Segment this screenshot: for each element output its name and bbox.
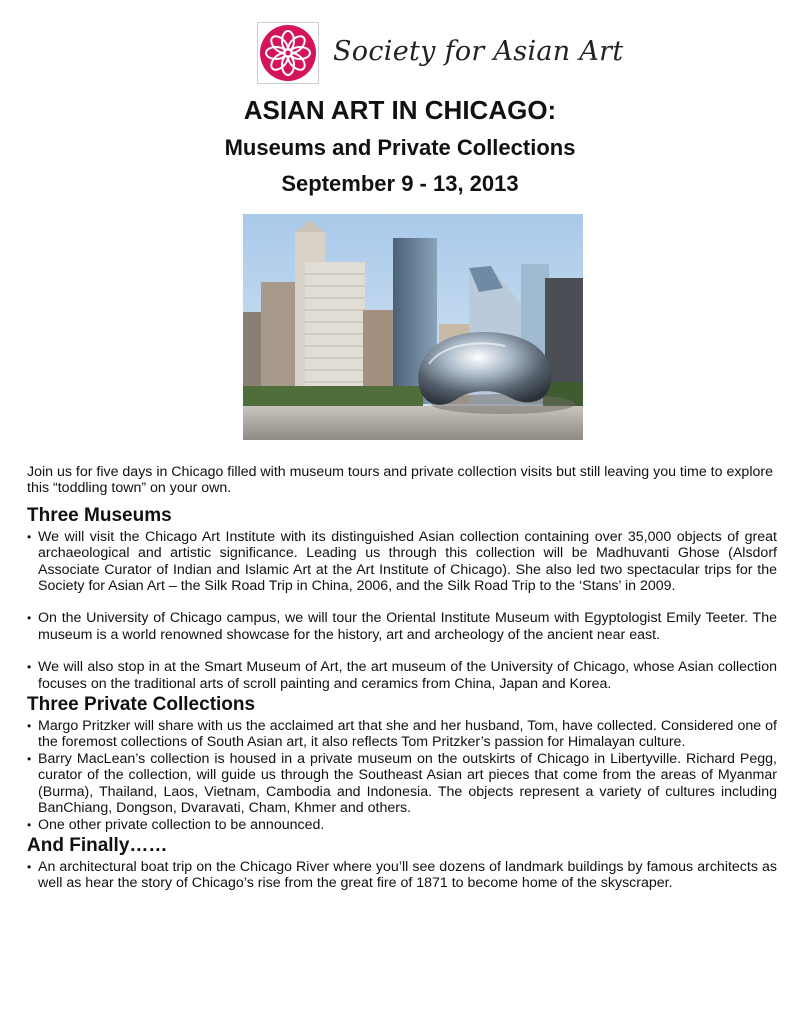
- intro-paragraph: Join us for five days in Chicago filled with museum tours and private collection visits but still leaving you time to explore this “toddling town” on your own.: [27, 464, 773, 497]
- lotus-flower-icon: [257, 22, 319, 84]
- logo-text: Society for Asian Art: [333, 36, 624, 67]
- section-heading-and-finally: And Finally……: [27, 834, 168, 856]
- private-collections-list: [27, 718, 777, 833]
- list-item: • Barry MacLean’s collection is housed in a private museum on the outskirts of Chicago in Libertyville. Richard Pegg, curator of the collection, will guide us through the Southeast Asian art pieces that come from the areas of Myanmar (Burma), Thailand, Laos, Vietnam, Cambodia and Indonesia. The objects represent a variety of cultures including BanChiang, Dongson, Dvaravati, Cham, Khmer and others.: [27, 750, 777, 817]
- content: [27, 464, 777, 892]
- chicago-bean-photo: [243, 214, 583, 440]
- list-item: • Margo Pritzker will share with us the acclaimed art that she and her husband, Tom, have collected. Considered one of the foremost collections of South Asian art, it also reflects Tom Pritzker’s passion for Himalayan culture.: [27, 718, 777, 751]
- museums-list: [27, 529, 777, 692]
- section-heading-museums: Three Museums: [27, 504, 172, 526]
- list-item: • On the University of Chicago campus, we will tour the Oriental Institute Museum with Egyptologist Emily Teeter. The museum is a world renowned showcase for the history, art and archeology of the ancient near east.: [27, 610, 777, 643]
- list-item: • We will also stop in at the Smart Museum of Art, the art museum of the University of Chicago, whose Asian collection focuses on the traditional arts of scroll painting and ceramics from China, Japan and Korea.: [27, 659, 777, 692]
- finally-list: [27, 859, 777, 892]
- list-item: • We will visit the Chicago Art Institute with its distinguished Asian collection containing over 35,000 objects of great archaeological and artistic significance. Leading us through this collection will be Madhuvanti Ghose (Alsdorf Associate Curator of Indian and Islamic Art at the Art Institute of Chicago). She also led two spectacular trips for the Society for Asian Art – the Silk Road Trip in China, 2006, and the Silk Road Trip to the ‘Stans’ in 2009.: [27, 528, 777, 595]
- list-item: • An architectural boat trip on the Chicago River where you’ll see dozens of landmark buildings by famous architects as well as hear the story of Chicago’s rise from the great fire of 1871 to become home of the skyscraper.: [27, 858, 777, 892]
- page-subtitle: Museums and Private Collections: [224, 135, 576, 160]
- page-title: ASIAN ART IN CHICAGO:: [243, 95, 557, 125]
- list-item: • One other private collection to be announced.: [27, 816, 325, 833]
- section-heading-private-collections: Three Private Collections: [27, 694, 256, 716]
- society-logo: [257, 22, 624, 86]
- trip-dates: September 9 - 13, 2013: [281, 171, 519, 196]
